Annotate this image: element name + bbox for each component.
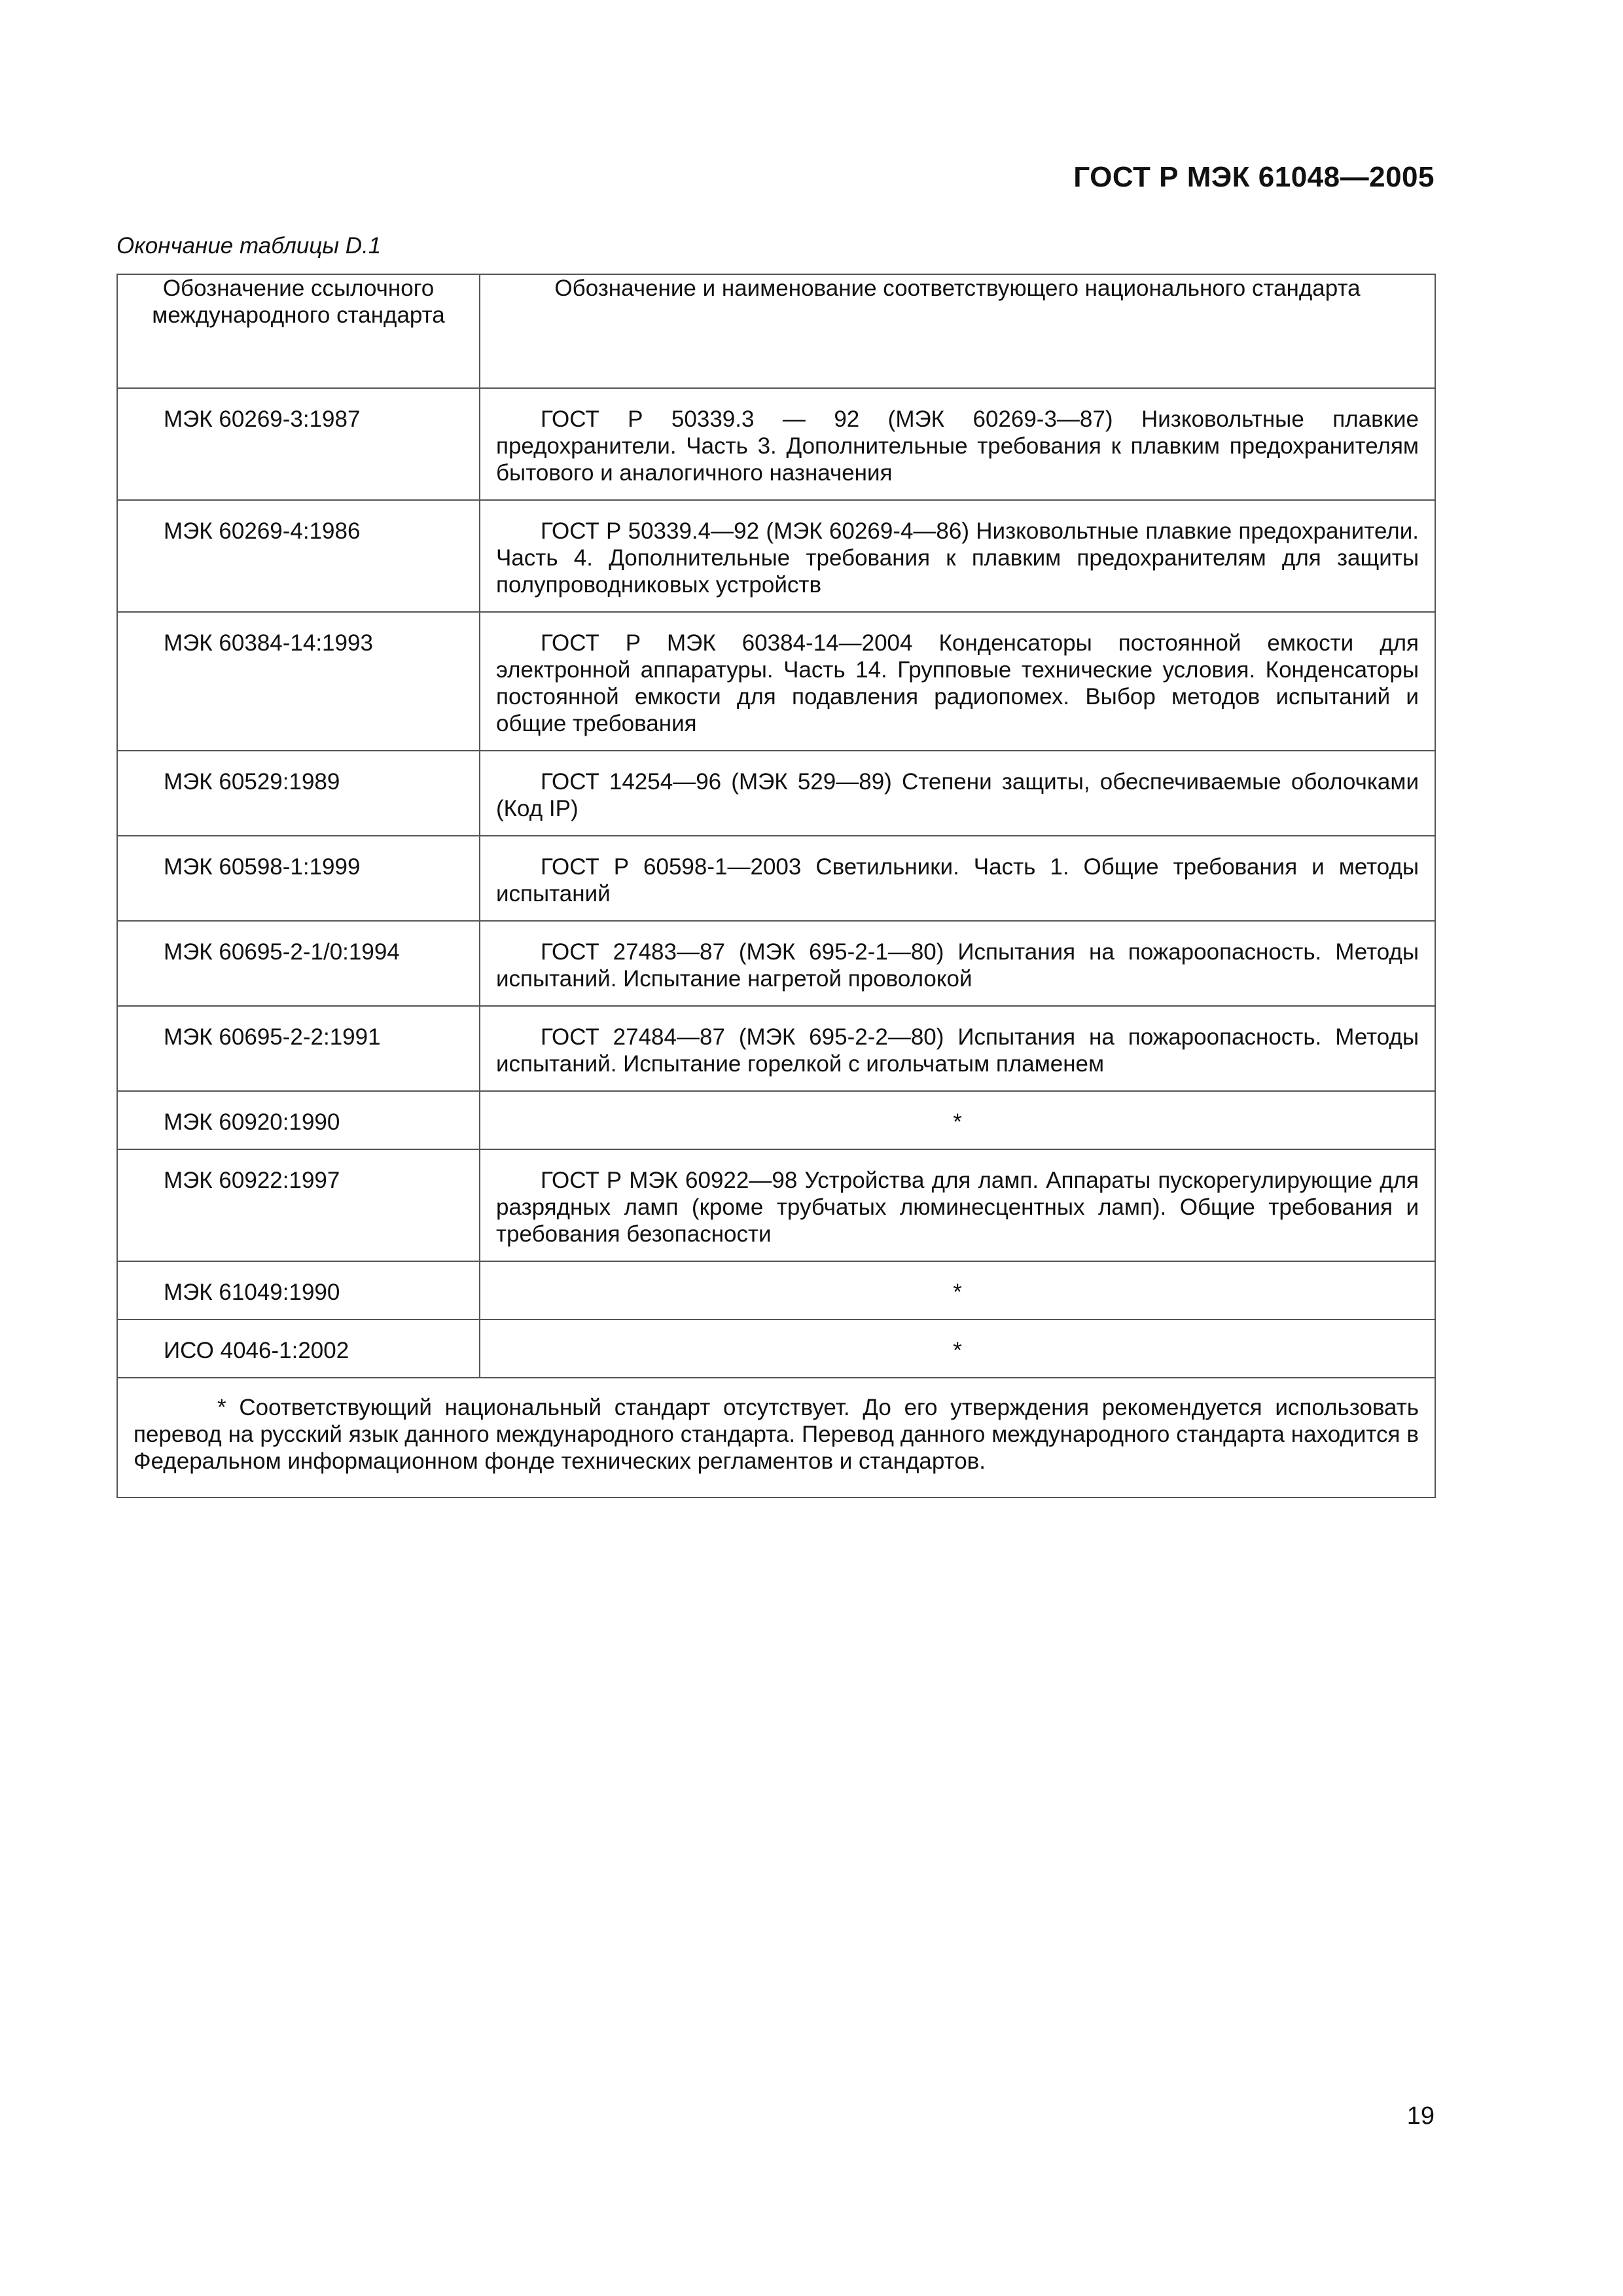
table-caption: Окончание таблицы D.1 (116, 233, 382, 259)
table-row (117, 921, 1435, 1006)
international-standard-code: МЭК 60269-3:1987 (117, 388, 480, 500)
international-standard-code: МЭК 60695-2-1/0:1994 (117, 921, 480, 1006)
national-standard-title: ГОСТ Р 50339.3 — 92 (МЭК 60269-3—87) Низковольтные плавкие предохранители. Часть 3. Дополнительные требования к плавким предохранителям бытового и аналогичного назначения (480, 388, 1435, 500)
international-standard-code: МЭК 61049:1990 (117, 1261, 480, 1319)
page-number: 19 (1406, 2102, 1435, 2130)
national-standard-title: ГОСТ Р МЭК 60922—98 Устройства для ламп. Аппараты пускорегулирующие для разрядных ламп (кроме трубчатых люминесцентных ламп). Общие требования и требования безопасности (480, 1149, 1435, 1261)
no-national-standard-mark: * (480, 1319, 1435, 1378)
national-standard-title: ГОСТ Р 50339.4—92 (МЭК 60269-4—86) Низковольтные плавкие предохранители. Часть 4. Дополнительные требования к плавким предохранителям для защиты полупроводниковых устройств (480, 500, 1435, 612)
document-designation: ГОСТ Р МЭК 61048—2005 (1073, 161, 1435, 193)
table-row (117, 1091, 1435, 1149)
international-standard-code: МЭК 60920:1990 (117, 1091, 480, 1149)
table-footnote (117, 1378, 1435, 1498)
table-row (117, 1006, 1435, 1091)
table-row (117, 836, 1435, 921)
national-standard-title: ГОСТ 27483—87 (МЭК 695-2-1—80) Испытания на пожароопасность. Методы испытаний. Испытание нагретой проволокой (480, 921, 1435, 1006)
table-row (117, 1149, 1435, 1261)
international-standard-code: МЭК 60695-2-2:1991 (117, 1006, 480, 1091)
national-standard-title: ГОСТ Р 60598-1—2003 Светильники. Часть 1. Общие требования и методы испытаний (480, 836, 1435, 921)
international-standard-code: МЭК 60598-1:1999 (117, 836, 480, 921)
table-footnote-row (117, 1378, 1435, 1498)
international-standard-code: ИСО 4046-1:2002 (117, 1319, 480, 1378)
footnote-text: * Соответствующий национальный стандарт отсутствует. До его утверждения рекомендуется использовать перевод на русский язык данного международного стандарта. Перевод данного международного стандарта находится в Федеральном информационном фонде технических регламентов и стандартов. (134, 1395, 1419, 1474)
national-standard-title: ГОСТ Р МЭК 60384-14—2004 Конденсаторы постоянной емкости для электронной аппаратуры. Часть 14. Групповые технические условия. Конденсаторы постоянной емкости для подавления радиопомех. Выбор методов испытаний и общие требования (480, 612, 1435, 751)
table-row (117, 500, 1435, 612)
table-row (117, 751, 1435, 836)
no-national-standard-mark: * (480, 1091, 1435, 1149)
national-standard-title: ГОСТ 14254—96 (МЭК 529—89) Степени защиты, обеспечиваемые оболочками (Код IP) (480, 751, 1435, 836)
no-national-standard-mark: * (480, 1261, 1435, 1319)
table-header-row (117, 274, 1435, 388)
national-standard-title: ГОСТ 27484—87 (МЭК 695-2-2—80) Испытания на пожароопасность. Методы испытаний. Испытание горелкой с игольчатым пламенем (480, 1006, 1435, 1091)
reference-standards-table (116, 274, 1436, 1498)
table-row (117, 1319, 1435, 1378)
table-row (117, 612, 1435, 751)
international-standard-code: МЭК 60269-4:1986 (117, 500, 480, 612)
column-header-international-standard: Обозначение ссылочного международного стандарта (117, 274, 480, 388)
international-standard-code: МЭК 60922:1997 (117, 1149, 480, 1261)
column-header-national-standard: Обозначение и наименование соответствующего национального стандарта (480, 274, 1435, 388)
table-row (117, 388, 1435, 500)
table-row (117, 1261, 1435, 1319)
international-standard-code: МЭК 60529:1989 (117, 751, 480, 836)
international-standard-code: МЭК 60384-14:1993 (117, 612, 480, 751)
